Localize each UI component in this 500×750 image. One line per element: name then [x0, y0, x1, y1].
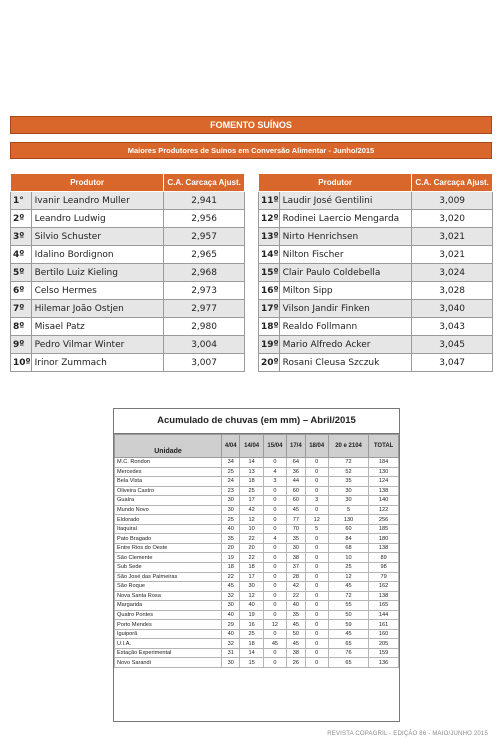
- unit-name: Entre Rios do Oeste: [115, 543, 222, 553]
- rain-value: 42: [240, 505, 263, 515]
- producer-ca-value: 2,941: [164, 192, 245, 210]
- rain-value: 35: [287, 610, 305, 620]
- rain-value: 162: [369, 582, 399, 592]
- rain-value: 79: [369, 572, 399, 582]
- rain-value: 130: [328, 515, 368, 525]
- rain-column-header: 20 e 2104: [328, 435, 368, 458]
- section-title-banner: FOMENTO SUÍNOS: [10, 116, 492, 134]
- rain-value: 68: [328, 543, 368, 553]
- rain-value: 140: [369, 496, 399, 506]
- rain-value: 30: [222, 601, 240, 611]
- rainfall-row: [115, 505, 399, 515]
- rain-value: 45: [328, 582, 368, 592]
- unit-name: Porto Mendes: [115, 620, 222, 630]
- producer-ca-value: 2,965: [164, 246, 245, 264]
- producer-row: [11, 192, 245, 210]
- producer-row: [11, 210, 245, 228]
- unit-name: Mundo Novo: [115, 505, 222, 515]
- producer-ca-value: 2,977: [164, 300, 245, 318]
- producer-ca-value: 2,957: [164, 228, 245, 246]
- rain-value: 0: [305, 582, 328, 592]
- ca-column-header: C.A. Carcaça Ajust.: [412, 174, 493, 192]
- rainfall-row: [115, 572, 399, 582]
- rainfall-row: [115, 467, 399, 477]
- rain-value: 0: [263, 658, 286, 668]
- rain-value: 34: [222, 458, 240, 468]
- rain-value: 138: [369, 486, 399, 496]
- producer-name: Laudir José Gentilini: [279, 192, 412, 210]
- rain-value: 5: [328, 505, 368, 515]
- producer-ca-value: 3,028: [412, 282, 493, 300]
- rain-value: 0: [263, 496, 286, 506]
- rainfall-title: Acumulado de chuvas (em mm) – Abril/2015: [114, 409, 399, 434]
- rain-value: 184: [369, 458, 399, 468]
- rain-value: 20: [222, 543, 240, 553]
- rain-value: 0: [305, 591, 328, 601]
- producer-column-header: Produtor: [11, 174, 164, 192]
- rain-value: 24: [222, 477, 240, 487]
- rainfall-row: [115, 477, 399, 487]
- rain-value: 205: [369, 639, 399, 649]
- rain-value: 98: [369, 563, 399, 573]
- producer-rank: 15º: [259, 264, 280, 282]
- rain-value: 35: [328, 477, 368, 487]
- producer-rank: 20º: [259, 354, 280, 372]
- rain-value: 5: [305, 524, 328, 534]
- rain-value: 256: [369, 515, 399, 525]
- rain-value: 38: [287, 648, 305, 658]
- rain-value: 45: [287, 620, 305, 630]
- producer-row: [11, 300, 245, 318]
- producer-row: [259, 246, 493, 264]
- rain-value: 138: [369, 591, 399, 601]
- rain-value: 12: [328, 572, 368, 582]
- rain-value: 36: [287, 467, 305, 477]
- rain-value: 0: [263, 582, 286, 592]
- rain-value: 18: [240, 639, 263, 649]
- rain-value: 45: [263, 639, 286, 649]
- rain-value: 14: [240, 458, 263, 468]
- rain-value: 122: [369, 505, 399, 515]
- producer-row: [11, 228, 245, 246]
- unit-name: São Clemente: [115, 553, 222, 563]
- rain-value: 60: [287, 486, 305, 496]
- rain-value: 45: [222, 582, 240, 592]
- rain-value: 22: [222, 572, 240, 582]
- rain-value: 19: [240, 610, 263, 620]
- producer-row: [259, 354, 493, 372]
- producer-ca-value: 3,043: [412, 318, 493, 336]
- rain-value: 0: [305, 572, 328, 582]
- rain-value: 16: [240, 620, 263, 630]
- producer-rank: 14º: [259, 246, 280, 264]
- rain-value: 0: [263, 629, 286, 639]
- rain-value: 161: [369, 620, 399, 630]
- unit-name: U.I.A.: [115, 639, 222, 649]
- producer-name: Nilton Fischer: [279, 246, 412, 264]
- rain-value: 0: [305, 601, 328, 611]
- rainfall-row: [115, 515, 399, 525]
- rainfall-row: [115, 486, 399, 496]
- producer-ca-value: 2,968: [164, 264, 245, 282]
- rain-value: 65: [328, 658, 368, 668]
- rain-value: 124: [369, 477, 399, 487]
- rain-value: 32: [222, 639, 240, 649]
- rain-value: 64: [287, 458, 305, 468]
- rainfall-row: [115, 629, 399, 639]
- producer-row: [259, 264, 493, 282]
- producer-name: Rosani Cleusa Szczuk: [279, 354, 412, 372]
- unit-name: São José das Palmeiras: [115, 572, 222, 582]
- rain-value: 0: [263, 515, 286, 525]
- producer-rank: 3º: [11, 228, 32, 246]
- producers-table-left: [10, 173, 245, 372]
- rain-value: 32: [222, 591, 240, 601]
- rain-column-header: 4/04: [222, 435, 240, 458]
- rain-column-header: TOTAL: [369, 435, 399, 458]
- rain-value: 40: [222, 629, 240, 639]
- rain-value: 165: [369, 601, 399, 611]
- rain-value: 72: [328, 458, 368, 468]
- producer-row: [259, 192, 493, 210]
- rainfall-row: [115, 591, 399, 601]
- rain-value: 60: [287, 496, 305, 506]
- rainfall-table-box: [113, 408, 400, 722]
- rain-value: 0: [263, 553, 286, 563]
- rainfall-row: [115, 543, 399, 553]
- producer-name: Idalino Bordignon: [31, 246, 164, 264]
- rain-column-header: 14/04: [240, 435, 263, 458]
- producer-ca-value: 3,021: [412, 228, 493, 246]
- rain-value: 31: [222, 648, 240, 658]
- unit-name: Guaíra: [115, 496, 222, 506]
- rain-value: 25: [240, 629, 263, 639]
- rain-value: 84: [328, 534, 368, 544]
- rain-value: 22: [240, 534, 263, 544]
- rain-value: 0: [263, 591, 286, 601]
- rain-value: 72: [328, 591, 368, 601]
- rain-value: 30: [328, 496, 368, 506]
- rain-value: 0: [305, 658, 328, 668]
- rain-value: 0: [263, 610, 286, 620]
- rain-value: 17: [240, 572, 263, 582]
- rain-value: 30: [328, 486, 368, 496]
- rain-value: 30: [222, 496, 240, 506]
- rain-value: 12: [240, 591, 263, 601]
- rain-column-header: 18/04: [305, 435, 328, 458]
- rain-value: 25: [328, 563, 368, 573]
- rain-column-header: 17/4: [287, 435, 305, 458]
- rain-column-header: 15/04: [263, 435, 286, 458]
- rainfall-table: [114, 434, 399, 668]
- rain-value: 26: [287, 658, 305, 668]
- rain-value: 44: [287, 477, 305, 487]
- producer-row: [259, 300, 493, 318]
- producer-row: [259, 210, 493, 228]
- rain-value: 15: [240, 658, 263, 668]
- producer-row: [259, 228, 493, 246]
- rainfall-row: [115, 639, 399, 649]
- producer-rank: 8º: [11, 318, 32, 336]
- producer-name: Vilson Jandir Finken: [279, 300, 412, 318]
- rain-value: 0: [305, 467, 328, 477]
- producer-name: Bertilo Luiz Kieling: [31, 264, 164, 282]
- rain-value: 185: [369, 524, 399, 534]
- rain-value: 30: [222, 658, 240, 668]
- rain-value: 138: [369, 543, 399, 553]
- rain-value: 42: [287, 582, 305, 592]
- producer-name: Celso Hermes: [31, 282, 164, 300]
- producer-rank: 16º: [259, 282, 280, 300]
- unit-name: Nova Santa Rosa: [115, 591, 222, 601]
- producer-rank: 5º: [11, 264, 32, 282]
- page-footer: REVISTA COPAGRIL - EDIÇÃO 86 - MAIO/JUNHO 2015: [327, 731, 488, 737]
- rain-value: 0: [305, 610, 328, 620]
- producer-ca-value: 3,007: [164, 354, 245, 372]
- rain-value: 14: [240, 648, 263, 658]
- producer-name: Hilemar João Ostjen: [31, 300, 164, 318]
- rainfall-row: [115, 563, 399, 573]
- rainfall-row: [115, 496, 399, 506]
- producer-rank: 11º: [259, 192, 280, 210]
- unit-name: Margarida: [115, 601, 222, 611]
- rain-value: 0: [263, 572, 286, 582]
- rain-value: 45: [287, 505, 305, 515]
- rain-value: 130: [369, 467, 399, 477]
- rain-value: 0: [263, 563, 286, 573]
- producer-name: Silvio Schuster: [31, 228, 164, 246]
- rain-value: 0: [305, 543, 328, 553]
- rain-value: 3: [263, 477, 286, 487]
- rain-value: 29: [222, 620, 240, 630]
- rain-value: 0: [305, 553, 328, 563]
- unit-name: Estação Experimental: [115, 648, 222, 658]
- rain-value: 0: [263, 486, 286, 496]
- rain-value: 25: [222, 515, 240, 525]
- producer-ca-value: 3,020: [412, 210, 493, 228]
- rainfall-row: [115, 601, 399, 611]
- rain-value: 160: [369, 629, 399, 639]
- rain-value: 76: [328, 648, 368, 658]
- rain-value: 25: [240, 486, 263, 496]
- rain-value: 59: [328, 620, 368, 630]
- rain-value: 3: [305, 496, 328, 506]
- rain-value: 0: [263, 601, 286, 611]
- rain-value: 0: [305, 620, 328, 630]
- rain-value: 38: [287, 553, 305, 563]
- rain-value: 4: [263, 534, 286, 544]
- unit-name: Sub Sede: [115, 563, 222, 573]
- unit-column-header: Unidade: [115, 435, 222, 458]
- rain-value: 12: [305, 515, 328, 525]
- rain-value: 0: [263, 524, 286, 534]
- rain-value: 23: [222, 486, 240, 496]
- producer-rank: 4º: [11, 246, 32, 264]
- rain-value: 0: [263, 458, 286, 468]
- producer-row: [11, 282, 245, 300]
- producer-row: [11, 264, 245, 282]
- producer-rank: 10º: [11, 354, 32, 372]
- rainfall-row: [115, 658, 399, 668]
- rain-value: 55: [328, 601, 368, 611]
- rain-value: 50: [287, 629, 305, 639]
- producer-row: [259, 318, 493, 336]
- rain-value: 37: [287, 563, 305, 573]
- producer-ca-value: 2,956: [164, 210, 245, 228]
- rain-value: 0: [305, 648, 328, 658]
- producer-column-header: Produtor: [259, 174, 412, 192]
- rainfall-row: [115, 458, 399, 468]
- rain-value: 70: [287, 524, 305, 534]
- unit-name: Eldorado: [115, 515, 222, 525]
- producer-ca-value: 3,021: [412, 246, 493, 264]
- producer-name: Mario Alfredo Acker: [279, 336, 412, 354]
- rain-value: 45: [287, 639, 305, 649]
- producer-row: [11, 318, 245, 336]
- rain-value: 0: [305, 629, 328, 639]
- producer-ca-value: 3,040: [412, 300, 493, 318]
- producer-name: Rodinei Laercio Mengarda: [279, 210, 412, 228]
- rain-value: 40: [240, 601, 263, 611]
- rain-value: 10: [328, 553, 368, 563]
- producer-ca-value: 2,973: [164, 282, 245, 300]
- rain-value: 77: [287, 515, 305, 525]
- rain-value: 30: [222, 505, 240, 515]
- rain-value: 18: [240, 563, 263, 573]
- producer-rank: 17º: [259, 300, 280, 318]
- producer-row: [11, 354, 245, 372]
- rain-value: 180: [369, 534, 399, 544]
- rain-value: 18: [222, 563, 240, 573]
- producer-row: [11, 246, 245, 264]
- rainfall-row: [115, 610, 399, 620]
- rain-value: 12: [240, 515, 263, 525]
- rain-value: 0: [305, 458, 328, 468]
- rainfall-row: [115, 648, 399, 658]
- producer-name: Ivanir Leandro Muller: [31, 192, 164, 210]
- producer-rank: 13º: [259, 228, 280, 246]
- producer-ca-value: 3,047: [412, 354, 493, 372]
- producer-rank: 7º: [11, 300, 32, 318]
- producer-name: Misael Patz: [31, 318, 164, 336]
- producer-ca-value: 3,045: [412, 336, 493, 354]
- rain-value: 144: [369, 610, 399, 620]
- rain-value: 30: [240, 582, 263, 592]
- rain-value: 40: [222, 524, 240, 534]
- rain-value: 22: [287, 591, 305, 601]
- unit-name: M.C. Rondon: [115, 458, 222, 468]
- producer-row: [259, 336, 493, 354]
- rain-value: 40: [222, 610, 240, 620]
- rain-value: 30: [287, 543, 305, 553]
- producer-ca-value: 3,024: [412, 264, 493, 282]
- rain-value: 45: [328, 629, 368, 639]
- producer-rank: 18º: [259, 318, 280, 336]
- producer-rank: 19º: [259, 336, 280, 354]
- rainfall-row: [115, 582, 399, 592]
- rain-value: 4: [263, 467, 286, 477]
- unit-name: São Roque: [115, 582, 222, 592]
- producer-row: [259, 282, 493, 300]
- unit-name: Iguiporã: [115, 629, 222, 639]
- rain-value: 17: [240, 496, 263, 506]
- producer-rank: 12º: [259, 210, 280, 228]
- unit-name: Oliveira Castro: [115, 486, 222, 496]
- unit-name: Itaquiraí: [115, 524, 222, 534]
- subtitle-banner: Maiores Produtores de Suínos em Conversão Alimentar - Junho/2015: [10, 142, 492, 159]
- rain-value: 0: [263, 648, 286, 658]
- producer-ca-value: 2,980: [164, 318, 245, 336]
- rain-value: 52: [328, 467, 368, 477]
- rain-value: 0: [305, 486, 328, 496]
- rain-value: 22: [240, 553, 263, 563]
- rainfall-row: [115, 524, 399, 534]
- rain-value: 0: [305, 563, 328, 573]
- producer-rank: 6º: [11, 282, 32, 300]
- rainfall-row: [115, 534, 399, 544]
- rain-value: 18: [240, 477, 263, 487]
- rain-value: 13: [240, 467, 263, 477]
- producer-name: Leandro Ludwig: [31, 210, 164, 228]
- producer-name: Realdo Follmann: [279, 318, 412, 336]
- rain-value: 25: [222, 467, 240, 477]
- producer-ca-value: 3,009: [412, 192, 493, 210]
- rain-value: 40: [287, 601, 305, 611]
- producer-rank: 9º: [11, 336, 32, 354]
- rain-value: 65: [328, 639, 368, 649]
- rain-value: 0: [305, 477, 328, 487]
- producer-name: Clair Paulo Coldebella: [279, 264, 412, 282]
- unit-name: Mercedes: [115, 467, 222, 477]
- rain-value: 159: [369, 648, 399, 658]
- rain-value: 60: [328, 524, 368, 534]
- rain-value: 20: [240, 543, 263, 553]
- rain-value: 0: [305, 534, 328, 544]
- ca-column-header: C.A. Carcaça Ajust.: [164, 174, 245, 192]
- rain-value: 0: [305, 505, 328, 515]
- producer-name: Pedro Vilmar Winter: [31, 336, 164, 354]
- rain-value: 35: [222, 534, 240, 544]
- unit-name: Bela Vista: [115, 477, 222, 487]
- producer-name: Milton Sipp: [279, 282, 412, 300]
- rain-value: 136: [369, 658, 399, 668]
- rain-value: 12: [263, 620, 286, 630]
- producer-ca-value: 3,004: [164, 336, 245, 354]
- unit-name: Pato Bragado: [115, 534, 222, 544]
- rain-value: 89: [369, 553, 399, 563]
- unit-name: Novo Sarandi: [115, 658, 222, 668]
- unit-name: Quatro Pontes: [115, 610, 222, 620]
- rain-value: 28: [287, 572, 305, 582]
- producers-table-right: [258, 173, 493, 372]
- producer-rank: 2º: [11, 210, 32, 228]
- rain-value: 19: [222, 553, 240, 563]
- rain-value: 0: [305, 639, 328, 649]
- rain-value: 0: [263, 505, 286, 515]
- rainfall-row: [115, 620, 399, 630]
- rain-value: 35: [287, 534, 305, 544]
- producer-row: [11, 336, 245, 354]
- producer-rank: 1°: [11, 192, 32, 210]
- rain-value: 10: [240, 524, 263, 534]
- producer-name: Nirto Henrichsen: [279, 228, 412, 246]
- rain-value: 0: [263, 543, 286, 553]
- rainfall-row: [115, 553, 399, 563]
- producer-name: Irinor Zummach: [31, 354, 164, 372]
- rain-value: 50: [328, 610, 368, 620]
